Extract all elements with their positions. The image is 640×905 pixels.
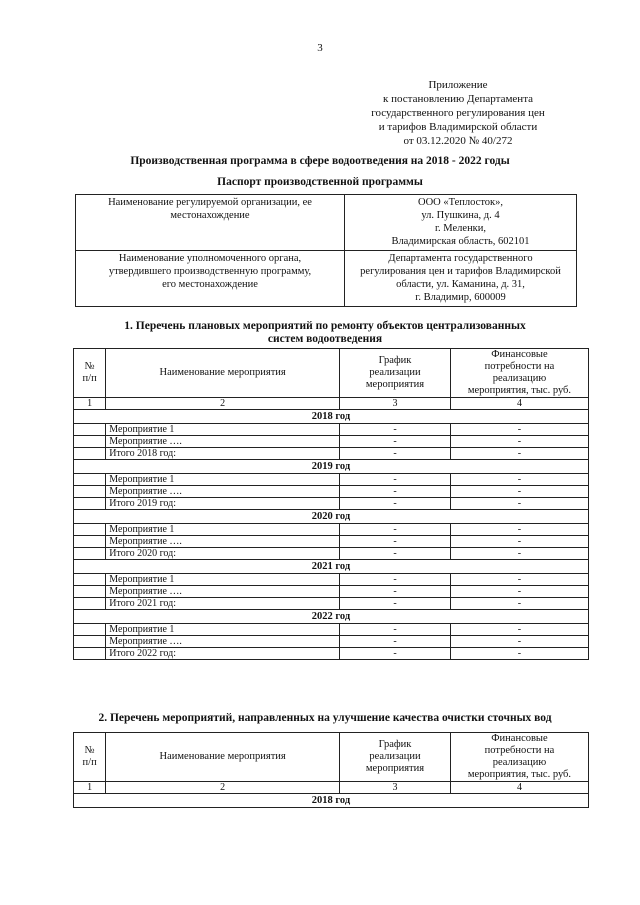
appendix-line: и тарифов Владимирской области	[378, 121, 538, 133]
passport-label: Наименование регулируемой организации, ее	[108, 197, 312, 208]
passport-value: г. Меленки,	[434, 223, 487, 234]
table-row	[74, 486, 589, 498]
schedule-value: -	[340, 636, 451, 648]
row-num-cell	[74, 424, 106, 436]
row-num-cell	[74, 448, 106, 460]
passport-value: регулирования цен и тарифов Владимирской	[360, 266, 561, 277]
column-number: 2	[106, 398, 340, 410]
document-title: Производственная программа в сфере водоотведения на 2018 - 2022 годы	[130, 155, 510, 167]
event-name: Мероприятие ….	[106, 536, 340, 548]
finance-value: -	[450, 436, 588, 448]
row-num-cell	[74, 474, 106, 486]
header-finance-line: мероприятия, тыс. руб.	[467, 385, 572, 396]
finance-value: -	[450, 598, 588, 610]
finance-value: -	[450, 536, 588, 548]
passport-label-cell	[76, 251, 345, 307]
event-name: Итого 2021 год:	[106, 598, 340, 610]
schedule-value: -	[340, 424, 451, 436]
table-row	[74, 424, 589, 436]
appendix-date: от 03.12.2020 № 40/272	[403, 135, 513, 147]
schedule-value: -	[340, 498, 451, 510]
event-name: Мероприятие 1	[106, 424, 340, 436]
header-num	[74, 733, 106, 782]
header-name: Наименование мероприятия	[106, 733, 340, 782]
column-number-row	[74, 782, 589, 794]
passport-value: области, ул. Каманина, д. 31,	[396, 279, 525, 290]
table-row	[74, 436, 589, 448]
table-row	[74, 498, 589, 510]
passport-label: его местонахождение	[162, 279, 258, 290]
event-name: Итого 2019 год:	[106, 498, 340, 510]
row-num-cell	[74, 648, 106, 660]
passport-value: г. Владимир, 600009	[415, 292, 506, 303]
header-num-line: п/п	[82, 757, 97, 768]
section-1-title	[80, 320, 570, 346]
passport-label: утвердившего производственную программу,	[108, 266, 312, 277]
row-num-cell	[74, 574, 106, 586]
event-name: Итого 2020 год:	[106, 548, 340, 560]
finance-value: -	[450, 524, 588, 536]
header-finance-line: Финансовые	[491, 733, 548, 744]
header-schedule-line: График	[378, 355, 412, 366]
event-name: Мероприятие ….	[106, 636, 340, 648]
finance-value: -	[450, 486, 588, 498]
schedule-value: -	[340, 598, 451, 610]
finance-value: -	[450, 498, 588, 510]
event-name: Итого 2018 год:	[106, 448, 340, 460]
event-name: Мероприятие ….	[106, 586, 340, 598]
finance-value: -	[450, 548, 588, 560]
table-row	[74, 636, 589, 648]
event-name: Итого 2022 год:	[106, 648, 340, 660]
appendix-line: Приложение	[428, 79, 488, 91]
section-1-title-line: 1. Перечень плановых мероприятий по ремонту объектов централизованных	[124, 320, 526, 332]
table-row	[74, 586, 589, 598]
passport-value: Департамента государственного	[388, 253, 533, 264]
header-finance-line: Финансовые	[491, 349, 548, 360]
table-header-row	[74, 733, 589, 782]
column-number: 3	[340, 782, 451, 794]
header-finance	[450, 733, 588, 782]
passport-label-cell	[76, 195, 345, 251]
column-number: 1	[74, 782, 106, 794]
passport-row-authority	[76, 251, 577, 307]
table-row	[74, 574, 589, 586]
finance-value: -	[450, 574, 588, 586]
table-header-row	[74, 349, 589, 398]
appendix-line: к постановлению Департамента	[382, 93, 534, 105]
passport-title: Паспорт производственной программы	[217, 176, 423, 188]
schedule-value: -	[340, 474, 451, 486]
header-finance-line: потребности на	[484, 361, 555, 372]
finance-value: -	[450, 474, 588, 486]
event-name: Мероприятие 1	[106, 624, 340, 636]
year-row	[74, 460, 589, 474]
finance-value: -	[450, 624, 588, 636]
event-name: Мероприятие 1	[106, 474, 340, 486]
header-name: Наименование мероприятия	[106, 349, 340, 398]
table-row	[74, 598, 589, 610]
header-finance-line: мероприятия, тыс. руб.	[467, 769, 572, 780]
schedule-value: -	[340, 648, 451, 660]
schedule-value: -	[340, 448, 451, 460]
header-schedule	[340, 349, 451, 398]
event-name: Мероприятие ….	[106, 436, 340, 448]
year-row	[74, 560, 589, 574]
header-num-line: №	[84, 361, 95, 372]
section-1-title-line: систем водоотведения	[267, 333, 383, 345]
passport-value-cell	[345, 251, 577, 307]
schedule-value: -	[340, 536, 451, 548]
column-number: 2	[106, 782, 340, 794]
passport-table	[75, 194, 577, 307]
row-num-cell	[74, 548, 106, 560]
table-row	[74, 524, 589, 536]
repair-events-table	[73, 348, 589, 660]
header-finance-line: потребности на	[484, 745, 555, 756]
column-number-row	[74, 398, 589, 410]
row-num-cell	[74, 586, 106, 598]
finance-value: -	[450, 424, 588, 436]
section-2-title: 2. Перечень мероприятий, направленных на улучшение качества очистки сточных вод	[98, 712, 552, 724]
year-label: 2019 год	[74, 460, 589, 474]
column-number: 1	[74, 398, 106, 410]
passport-value-cell	[345, 195, 577, 251]
year-row	[74, 510, 589, 524]
event-name: Мероприятие 1	[106, 524, 340, 536]
header-num-line: п/п	[82, 373, 97, 384]
row-num-cell	[74, 636, 106, 648]
table-row	[74, 474, 589, 486]
event-name: Мероприятие 1	[106, 574, 340, 586]
table-row	[74, 548, 589, 560]
appendix-block	[338, 78, 578, 148]
header-schedule	[340, 733, 451, 782]
passport-label: местонахождение	[170, 210, 250, 221]
year-label: 2018 год	[74, 794, 589, 808]
quality-events-table	[73, 732, 589, 808]
header-schedule-line: График	[378, 739, 412, 750]
table-row	[74, 624, 589, 636]
year-row	[74, 610, 589, 624]
row-num-cell	[74, 436, 106, 448]
header-schedule-line: мероприятия	[365, 379, 425, 390]
column-number: 3	[340, 398, 451, 410]
row-num-cell	[74, 498, 106, 510]
finance-value: -	[450, 636, 588, 648]
row-num-cell	[74, 624, 106, 636]
schedule-value: -	[340, 486, 451, 498]
year-label: 2022 год	[74, 610, 589, 624]
header-schedule-line: мероприятия	[365, 763, 425, 774]
schedule-value: -	[340, 586, 451, 598]
column-number: 4	[450, 782, 588, 794]
passport-value: ул. Пушкина, д. 4	[421, 210, 500, 221]
header-finance-line: реализацию	[492, 757, 547, 768]
header-schedule-line: реализации	[369, 367, 421, 378]
header-finance-line: реализацию	[492, 373, 547, 384]
table-row	[74, 536, 589, 548]
year-row	[74, 410, 589, 424]
schedule-value: -	[340, 624, 451, 636]
finance-value: -	[450, 448, 588, 460]
table-row	[74, 648, 589, 660]
table-row	[74, 448, 589, 460]
schedule-value: -	[340, 548, 451, 560]
passport-row-organization	[76, 195, 577, 251]
schedule-value: -	[340, 436, 451, 448]
finance-value: -	[450, 648, 588, 660]
passport-value: Владимирская область, 602101	[391, 236, 530, 247]
column-number: 4	[450, 398, 588, 410]
event-name: Мероприятие ….	[106, 486, 340, 498]
row-num-cell	[74, 598, 106, 610]
passport-value: ООО «Теплосток»,	[417, 197, 503, 208]
header-finance	[450, 349, 588, 398]
header-schedule-line: реализации	[369, 751, 421, 762]
appendix-line: государственного регулирования цен	[371, 107, 545, 119]
header-num-line: №	[84, 745, 95, 756]
schedule-value: -	[340, 574, 451, 586]
year-label: 2018 год	[74, 410, 589, 424]
schedule-value: -	[340, 524, 451, 536]
page-number: 3	[317, 42, 323, 54]
header-num	[74, 349, 106, 398]
year-label: 2020 год	[74, 510, 589, 524]
row-num-cell	[74, 536, 106, 548]
finance-value: -	[450, 586, 588, 598]
year-row	[74, 794, 589, 808]
passport-label: Наименование уполномоченного органа,	[118, 253, 302, 264]
row-num-cell	[74, 486, 106, 498]
row-num-cell	[74, 524, 106, 536]
year-label: 2021 год	[74, 560, 589, 574]
